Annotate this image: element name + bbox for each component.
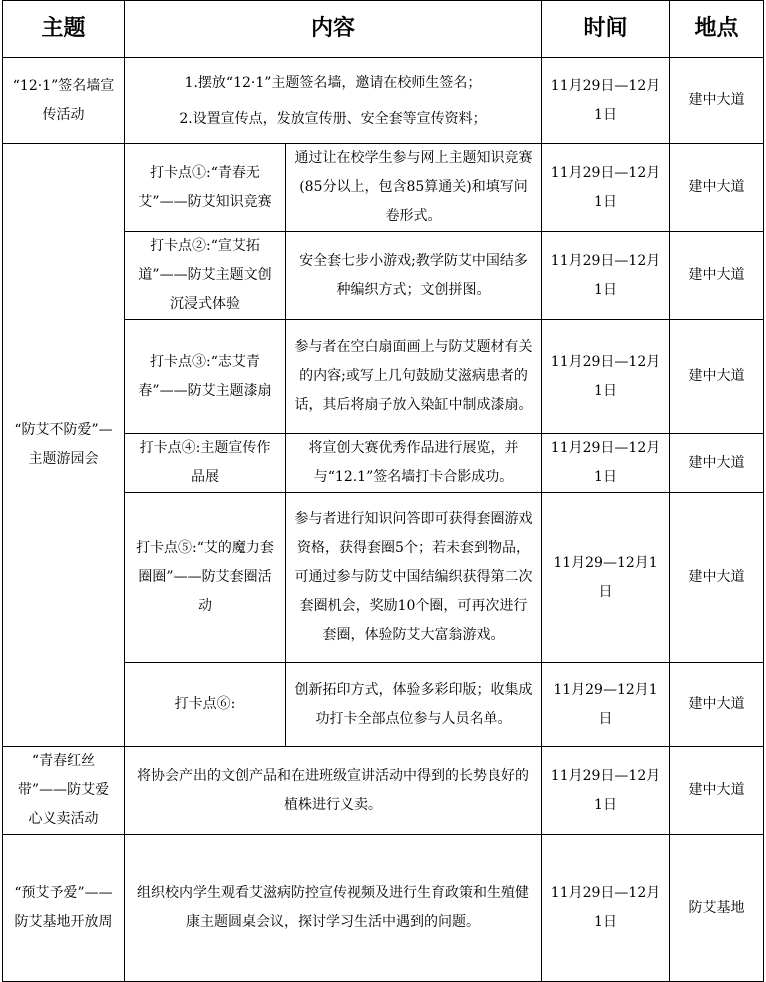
table-row <box>3 747 764 835</box>
checkpoint-desc: 通过让在校学生参与网上主题知识竞赛(85分以上，包含85算通关)和填写问卷形式。 <box>286 144 542 232</box>
checkpoint-name: 打卡点②:“宣艾拓道”——防艾主题文创沉浸式体验 <box>125 232 286 320</box>
time-cell: 11月29日—12月1日 <box>542 835 670 982</box>
header-theme: 主题 <box>3 1 125 58</box>
content-cell <box>125 58 542 144</box>
place-cell: 防艾基地 <box>670 835 764 982</box>
time-cell: 11月29—12月1日 <box>542 663 670 747</box>
checkpoint-name: 打卡点⑥: <box>125 663 286 747</box>
time-cell: 11月29日—12月1日 <box>542 144 670 232</box>
content-cell: 组织校内学生观看艾滋病防控宣传视频及进行生育政策和生殖健康主题圆桌会议，探讨学习生活中遇到的问题。 <box>125 835 542 982</box>
checkpoint-name: 打卡点④:主题宣传作品展 <box>125 434 286 493</box>
table-row <box>3 58 764 144</box>
theme-cell: “防艾不防爱”—主题游园会 <box>3 144 125 747</box>
place-cell: 建中大道 <box>670 663 764 747</box>
theme-cell: “预艾予爱”——防艾基地开放周 <box>3 835 125 982</box>
time-cell: 11月29日—12月1日 <box>542 58 670 144</box>
checkpoint-desc: 将宣创大赛优秀作品进行展览，并与“12.1”签名墙打卡合影成功。 <box>286 434 542 493</box>
checkpoint-desc: 参与者进行知识问答即可获得套圈游戏资格，获得套圈5个；若未套到物品，可通过参与防艾中国结编织获得第二次套圈机会，奖励10个圈，可再次进行套圈，体验防艾大富翁游戏。 <box>286 493 542 663</box>
checkpoint-desc: 安全套七步小游戏;教学防艾中国结多种编织方式；文创拼图。 <box>286 232 542 320</box>
place-cell: 建中大道 <box>670 493 764 663</box>
content-item: 1.摆放“12·1”主题签名墙，邀请在校师生签名； <box>184 74 482 91</box>
table-row <box>3 835 764 982</box>
theme-cell: “12·1”签名墙宣传活动 <box>3 58 125 144</box>
time-cell: 11月29日—12月1日 <box>542 232 670 320</box>
checkpoint-desc: 创新拓印方式，体验多彩印版；收集成功打卡全部点位参与人员名单。 <box>286 663 542 747</box>
checkpoint-name: 打卡点③:“志艾青春”——防艾主题漆扇 <box>125 320 286 434</box>
header-time: 时间 <box>542 1 670 58</box>
time-cell: 11月29日—12月1日 <box>542 434 670 493</box>
header-place: 地点 <box>670 1 764 58</box>
place-cell: 建中大道 <box>670 434 764 493</box>
checkpoint-name: 打卡点①:“青春无艾”——防艾知识竞赛 <box>125 144 286 232</box>
place-cell: 建中大道 <box>670 58 764 144</box>
time-cell: 11月29日—12月1日 <box>542 747 670 835</box>
place-cell: 建中大道 <box>670 232 764 320</box>
time-cell: 11月29日—12月1日 <box>542 320 670 434</box>
header-content: 内容 <box>125 1 542 58</box>
place-cell: 建中大道 <box>670 747 764 835</box>
content-cell: 将协会产出的文创产品和在进班级宣讲活动中得到的长势良好的植株进行义卖。 <box>125 747 542 835</box>
activity-schedule-table <box>2 0 764 982</box>
table-row <box>3 144 764 232</box>
place-cell: 建中大道 <box>670 320 764 434</box>
checkpoint-desc: 参与者在空白扇面画上与防艾题材有关的内容;或写上几句鼓励艾滋病患者的话，其后将扇子放入染缸中制成漆扇。 <box>286 320 542 434</box>
place-cell: 建中大道 <box>670 144 764 232</box>
theme-cell: “青春红丝带”——防艾爱心义卖活动 <box>3 747 125 835</box>
content-item: 2.设置宣传点，发放宣传册、安全套等宣传资料； <box>179 110 487 127</box>
checkpoint-name: 打卡点⑤:“艾的魔力套圈圈”——防艾套圈活动 <box>125 493 286 663</box>
time-cell: 11月29—12月1日 <box>542 493 670 663</box>
header-row <box>3 1 764 58</box>
